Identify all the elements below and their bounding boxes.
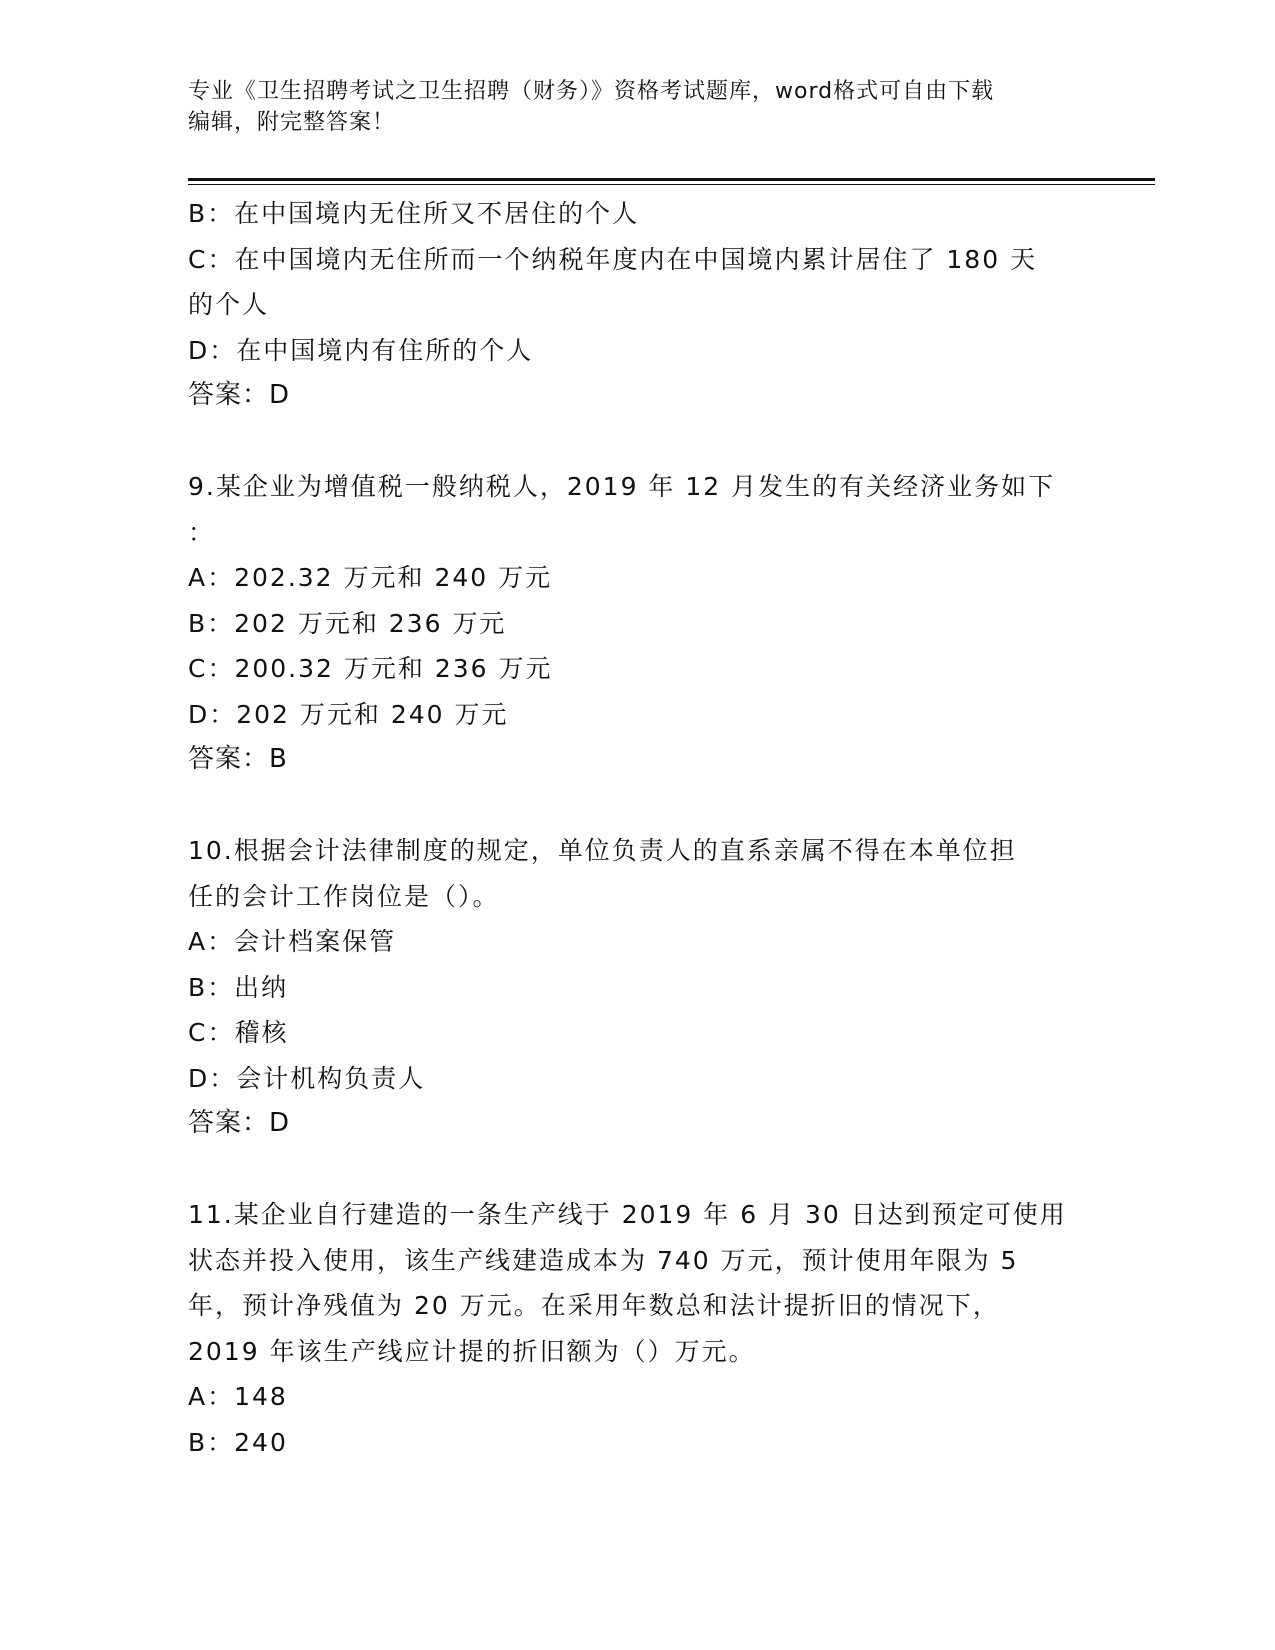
spacer: [188, 783, 1088, 829]
option-a: A：会计档案保管: [188, 927, 397, 956]
question-stem-continued: 任的会计工作岗位是（）。: [188, 881, 500, 911]
question-stem-continued: 2019 年该生产线应计提的折旧额为（）万元。: [188, 1336, 756, 1366]
question-stem: 11.某企业自行建造的一条生产线于 2019 年 6 月 30 日达到预定可使用: [188, 1200, 1067, 1229]
question-11: [188, 1192, 1088, 1465]
answer-label: 答案：: [188, 744, 270, 774]
option-b: B：出纳: [188, 972, 289, 1002]
header-divider-thin: [188, 184, 1155, 185]
option-b: B：在中国境内无住所又不居住的个人: [188, 199, 640, 228]
answer: [188, 1101, 1088, 1147]
option-b: B：202 万元和 236 万元: [188, 608, 507, 638]
question-8-tail: [188, 191, 1088, 419]
spacer: [188, 419, 1088, 465]
spacer: [188, 1147, 1088, 1193]
header-divider-thick: [188, 178, 1155, 181]
answer-label: 答案：: [188, 380, 270, 410]
answer-value: D: [269, 1108, 291, 1138]
document-header: [188, 76, 1088, 138]
answer-label: 答案：: [188, 1108, 270, 1138]
question-9: [188, 464, 1088, 783]
option-b: B：240: [188, 1427, 288, 1457]
answer-value: D: [269, 380, 291, 410]
answer: [188, 737, 1088, 783]
option-c-continued: 的个人: [188, 290, 270, 319]
option-c: C：200.32 万元和 236 万元: [188, 654, 553, 683]
question-stem: 10.根据会计法律制度的规定，单位负责人的直系亲属不得在本单位担: [188, 836, 1017, 865]
question-stem-continued: ：: [188, 517, 216, 547]
answer-value: B: [269, 744, 288, 774]
header-line: 编辑，附完整答案！: [188, 110, 396, 135]
option-d: D：202 万元和 240 万元: [188, 699, 509, 729]
header-line: 专业《卫生招聘考试之卫生招聘（财务）》资格考试题库，word格式可自由下载: [188, 79, 995, 104]
answer: [188, 373, 1088, 419]
question-list: [188, 191, 1088, 1465]
option-c: C：稽核: [188, 1018, 289, 1047]
option-a: A：202.32 万元和 240 万元: [188, 563, 553, 592]
question-stem: 9.某企业为增值税一般纳税人，2019 年 12 月发生的有关经济业务如下: [188, 472, 1056, 501]
question-stem-continued: 状态并投入使用，该生产线建造成本为 740 万元，预计使用年限为 5: [188, 1245, 1019, 1275]
option-d: D：在中国境内有住所的个人: [188, 335, 534, 365]
option-c: C：在中国境内无住所而一个纳税年度内在中国境内累计居住了 180 天: [188, 244, 1038, 274]
option-d: D：会计机构负责人: [188, 1063, 426, 1093]
question-10: [188, 828, 1088, 1147]
question-stem-continued: 年，预计净残值为 20 万元。在采用年数总和法计提折旧的情况下，: [188, 1291, 1000, 1320]
option-a: A：148: [188, 1382, 288, 1411]
